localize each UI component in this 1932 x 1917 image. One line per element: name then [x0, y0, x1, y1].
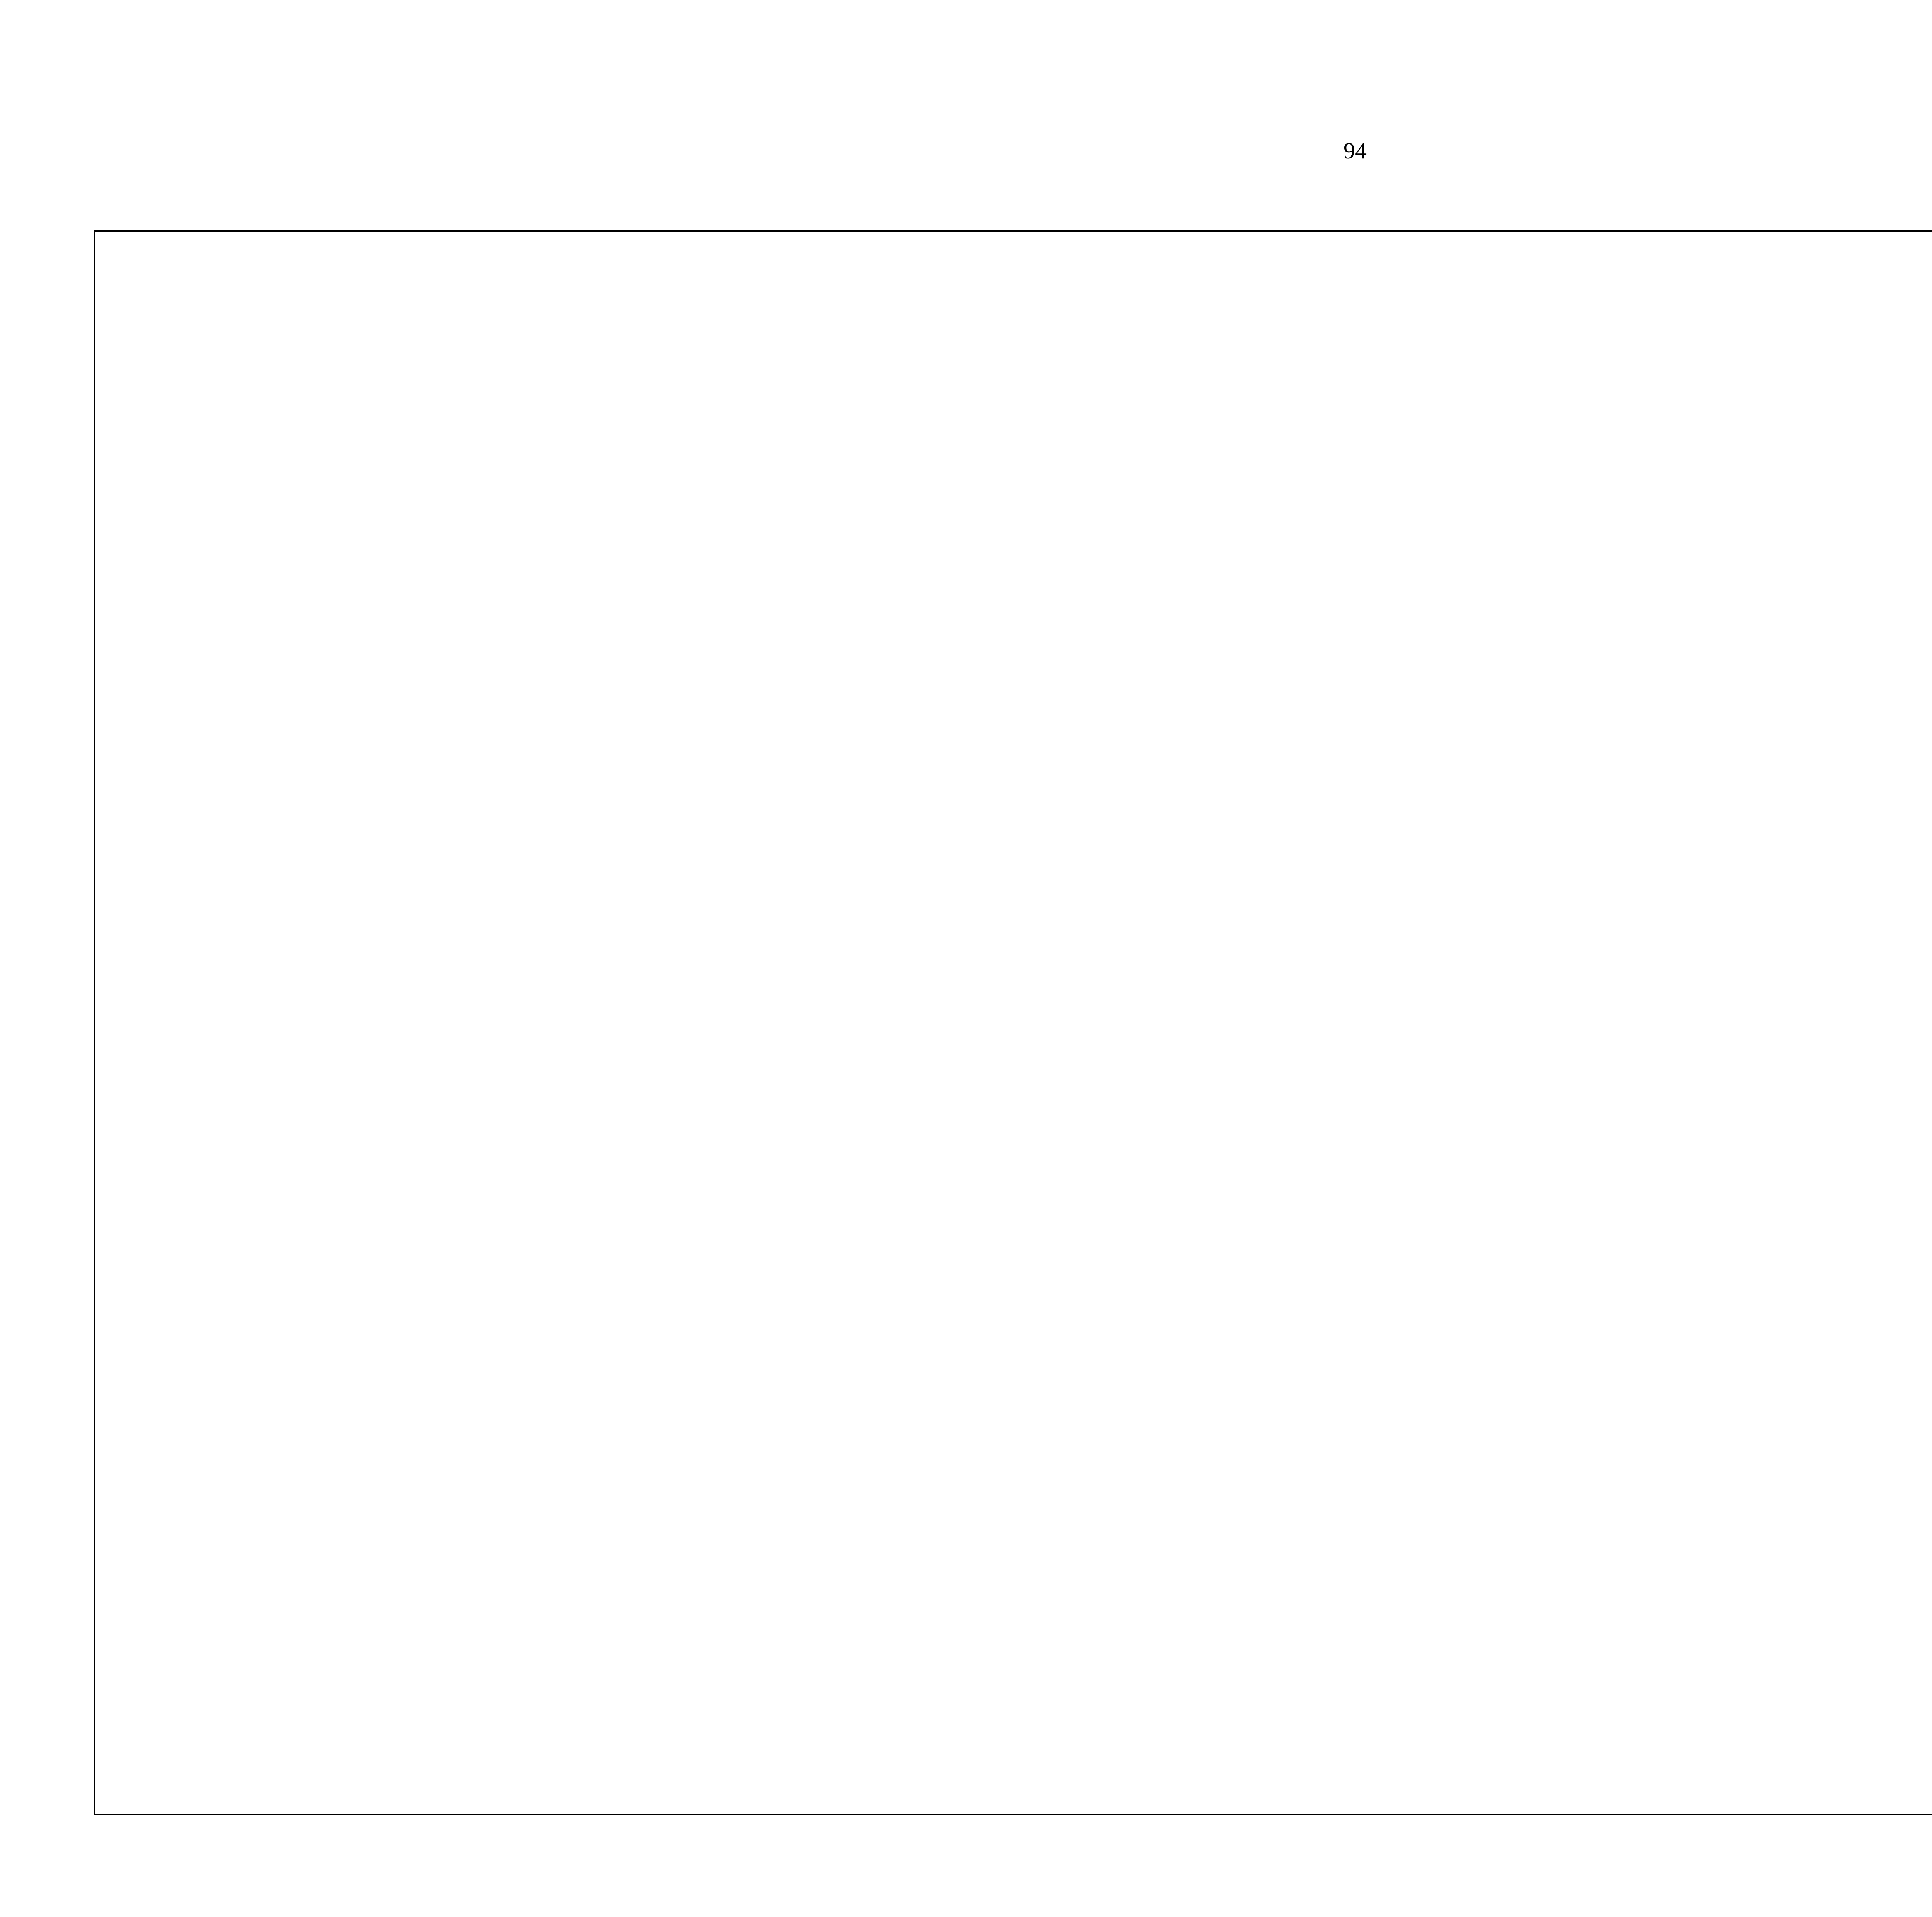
register-table — [94, 230, 1932, 1815]
page-number: 94 — [1344, 138, 1367, 163]
